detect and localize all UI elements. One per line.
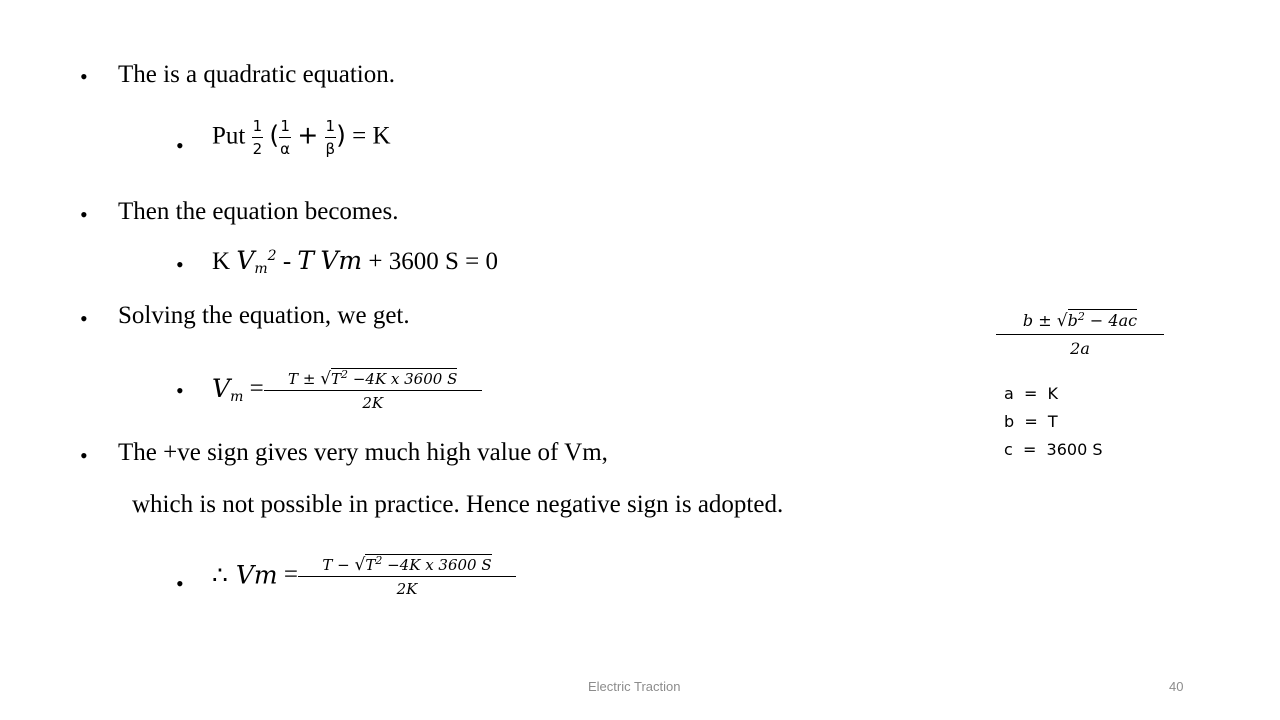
fraction-half	[252, 118, 264, 158]
final-vm-formula	[212, 552, 516, 598]
fraction-numerator	[298, 552, 516, 577]
fraction-numerator: 1	[325, 118, 337, 138]
t-symbol: T	[297, 246, 315, 275]
slide-line-quadratic: The is a quadratic equation.	[118, 61, 395, 88]
coefficient-b: b = T	[1004, 412, 1058, 431]
left-paren: (	[269, 120, 280, 150]
right-paren: )	[336, 120, 346, 150]
therefore-vm	[212, 561, 278, 590]
minus-sign: -	[282, 248, 292, 275]
vm-lhs	[212, 374, 243, 403]
plus-minus-sign: ±	[302, 370, 316, 388]
radicand	[1068, 309, 1138, 330]
vm-squared	[236, 246, 276, 275]
fraction-denominator: α	[280, 140, 291, 158]
slide-line-negative-sign: which is not possible in practice. Hence negative sign is adopted.	[132, 491, 784, 518]
vm-symbol: Vm	[235, 560, 278, 590]
bullet-marker: •	[176, 133, 184, 158]
fraction-one-over-beta	[325, 118, 337, 158]
bullet-marker: •	[80, 443, 88, 468]
slide-line-positive-sign: The +ve sign gives very much high value of Vm,	[118, 439, 608, 466]
vm-solution-formula	[212, 366, 482, 412]
radicand-rest: − 4ac	[1089, 311, 1138, 330]
bullet-marker: •	[80, 202, 88, 227]
page-number: 40	[1169, 679, 1184, 694]
fraction-numerator	[264, 366, 482, 391]
fraction-numerator: 1	[252, 118, 264, 138]
radicand-rest: −4K x 3600 S	[387, 556, 492, 574]
radicand	[331, 368, 457, 388]
constant-term: + 3600 S = 0	[368, 248, 498, 275]
coefficient-c: c = 3600 S	[1004, 440, 1103, 459]
radicand	[365, 554, 491, 574]
fraction-denominator: 2K	[362, 394, 384, 412]
t-symbol: T	[365, 556, 376, 574]
footer-title: Electric Traction	[588, 679, 681, 694]
square-root-icon: √	[320, 369, 332, 389]
v-symbol: V	[236, 246, 255, 275]
subscript-m: m	[230, 388, 244, 405]
t-symbol: T	[331, 370, 342, 388]
equals-sign: =	[249, 375, 264, 402]
fraction-denominator: 2K	[396, 580, 418, 598]
superscript-2: 2	[1077, 310, 1085, 323]
t-symbol: T	[288, 370, 299, 388]
equals-sign: =	[283, 561, 298, 588]
slide-line-solving: Solving the equation, we get.	[118, 302, 410, 329]
k-term: K	[212, 248, 231, 275]
fraction-numerator: 1	[279, 118, 291, 138]
bullet-marker: •	[176, 378, 184, 403]
side-formula	[996, 306, 1164, 360]
radicand-rest: −4K x 3600 S	[352, 370, 458, 388]
quadratic-fraction	[264, 366, 482, 412]
fraction-one-over-alpha	[279, 118, 291, 158]
bullet-marker: •	[176, 571, 184, 596]
quadratic-equation	[212, 246, 498, 277]
plus-sign: +	[297, 120, 319, 150]
fraction-denominator: 2a	[1070, 339, 1090, 358]
coefficient-a: a = K	[1004, 384, 1059, 403]
superscript-2: 2	[375, 554, 383, 567]
put-label: Put	[212, 122, 246, 150]
final-fraction	[298, 552, 516, 598]
superscript-2: 2	[341, 368, 349, 381]
put-k-equation	[212, 118, 391, 158]
v-symbol: V	[212, 373, 231, 403]
b-symbol: b	[1022, 311, 1034, 330]
therefore-symbol: ∴	[212, 560, 228, 590]
t-symbol: T	[322, 556, 333, 574]
minus-sign: −	[337, 556, 350, 574]
b-symbol: b	[1067, 311, 1078, 330]
superscript-2: 2	[267, 248, 277, 264]
square-root-icon: √	[354, 555, 366, 575]
square-root-icon: √	[1056, 311, 1068, 331]
bullet-marker: •	[80, 306, 88, 331]
bullet-marker: •	[80, 64, 88, 89]
fraction-numerator	[996, 306, 1164, 335]
general-quadratic-fraction	[996, 306, 1164, 360]
plus-minus-sign: ±	[1038, 311, 1052, 330]
slide-line-equation-becomes: Then the equation becomes.	[118, 198, 399, 225]
fraction-denominator: 2	[252, 140, 263, 158]
vm-symbol: Vm	[320, 246, 363, 275]
subscript-m: m	[254, 261, 268, 277]
fraction-denominator: β	[325, 140, 336, 158]
equals-k: = K	[352, 122, 391, 150]
bullet-marker: •	[176, 252, 184, 277]
